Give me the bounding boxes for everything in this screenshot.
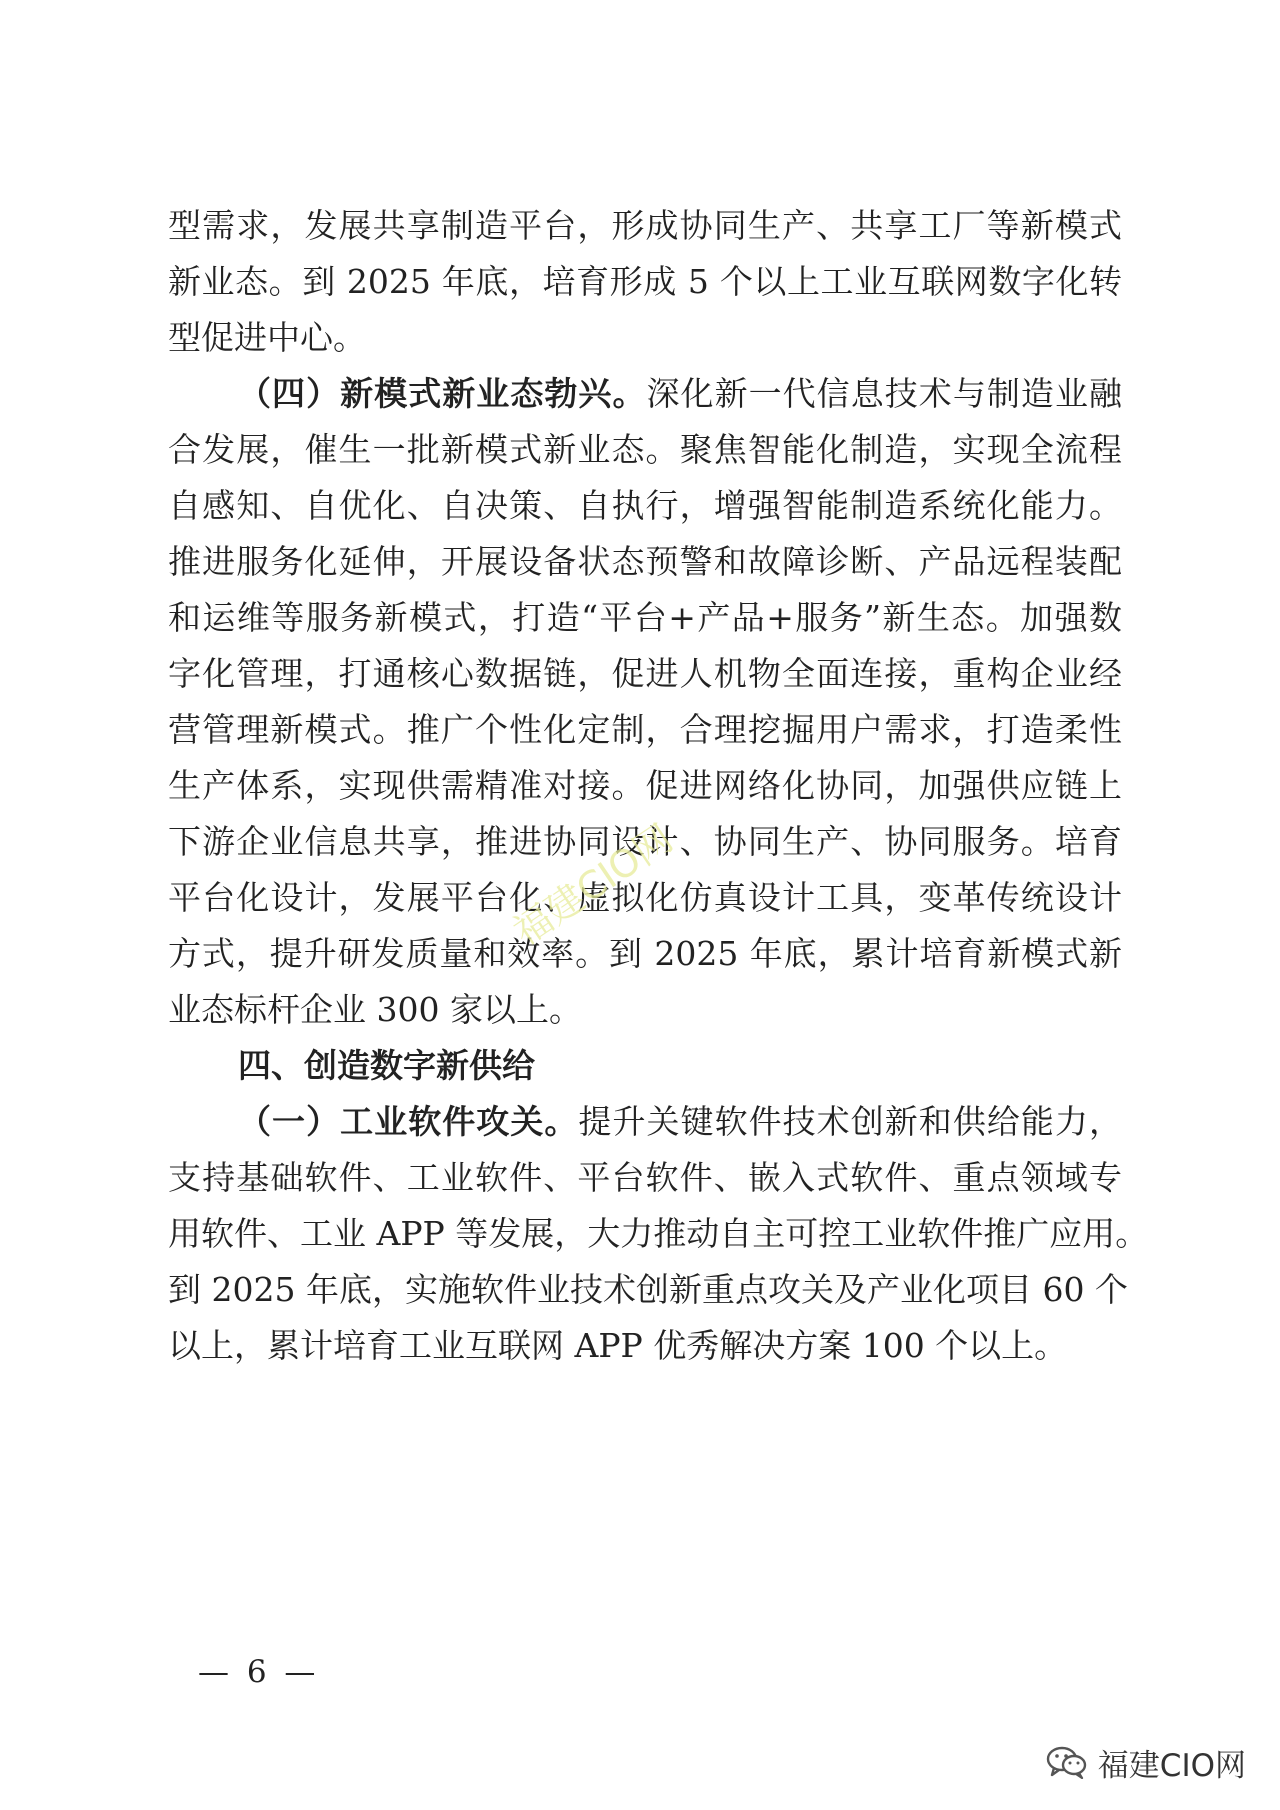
paragraph-line: 业态标杆企业 300 家以上。 [168,990,582,1029]
paragraph-line: 新业态。到 2025 年底，培育形成 5 个以上工业互联网数字化转 [168,262,1122,301]
paragraph-line: 合发展，催生一批新模式新业态。聚焦智能化制造，实现全流程 [168,430,1122,469]
watermark: 福建CIO网 [505,815,681,954]
section-4-text: 深化新一代信息技术与制造业融 [646,374,1123,413]
section-4-first-line [238,374,1122,414]
paragraph-line: 用软件、工业 APP 等发展，大力推动自主可控工业软件推广应用。 [168,1214,1149,1253]
paragraph-line: 以上，累计培育工业互联网 APP 优秀解决方案 100 个以上。 [168,1326,1068,1365]
paragraph-line: 自感知、自优化、自决策、自执行，增强智能制造系统化能力。 [168,486,1122,525]
paragraph-line: 推进服务化延伸，开展设备状态预警和故障诊断、产品远程装配 [168,542,1122,581]
brand-name: 福建CIO网 [1097,1747,1246,1784]
paragraph-line: 到 2025 年底，实施软件业技术创新重点攻关及产业化项目 60 个 [168,1270,1128,1309]
section-4-heading: （四）新模式新业态勃兴。 [238,374,647,413]
section-title: 四、创造数字新供给 [238,1046,535,1085]
brand-badge [1046,1742,1246,1782]
page-number: — 6 — [198,1654,320,1690]
paragraph-line: 和运维等服务新模式，打造“平台+产品+服务”新生态。加强数 [168,598,1122,637]
section-1-text: 提升关键软件技术创新和供给能力， [578,1102,1123,1141]
paragraph-line: 营管理新模式。推广个性化定制，合理挖掘用户需求，打造柔性 [168,710,1122,749]
section-1-first-line [238,1102,1122,1142]
paragraph-line: 支持基础软件、工业软件、平台软件、嵌入式软件、重点领域专 [168,1158,1122,1197]
paragraph-line: 下游企业信息共享，推进协同设计、协同生产、协同服务。培育 [168,822,1122,861]
wechat-icon [1046,1745,1088,1779]
paragraph-line: 方式，提升研发质量和效率。到 2025 年底，累计培育新模式新 [168,934,1122,973]
paragraph-line: 平台化设计，发展平台化、虚拟化仿真设计工具，变革传统设计 [168,878,1122,917]
section-1-heading: （一）工业软件攻关。 [238,1102,579,1141]
paragraph-line: 型需求，发展共享制造平台，形成协同生产、共享工厂等新模式 [168,206,1122,245]
paragraph-line: 生产体系，实现供需精准对接。促进网络化协同，加强供应链上 [168,766,1122,805]
paragraph-line: 型促进中心。 [168,318,366,357]
paragraph-line: 字化管理，打通核心数据链，促进人机物全面连接，重构企业经 [168,654,1122,693]
